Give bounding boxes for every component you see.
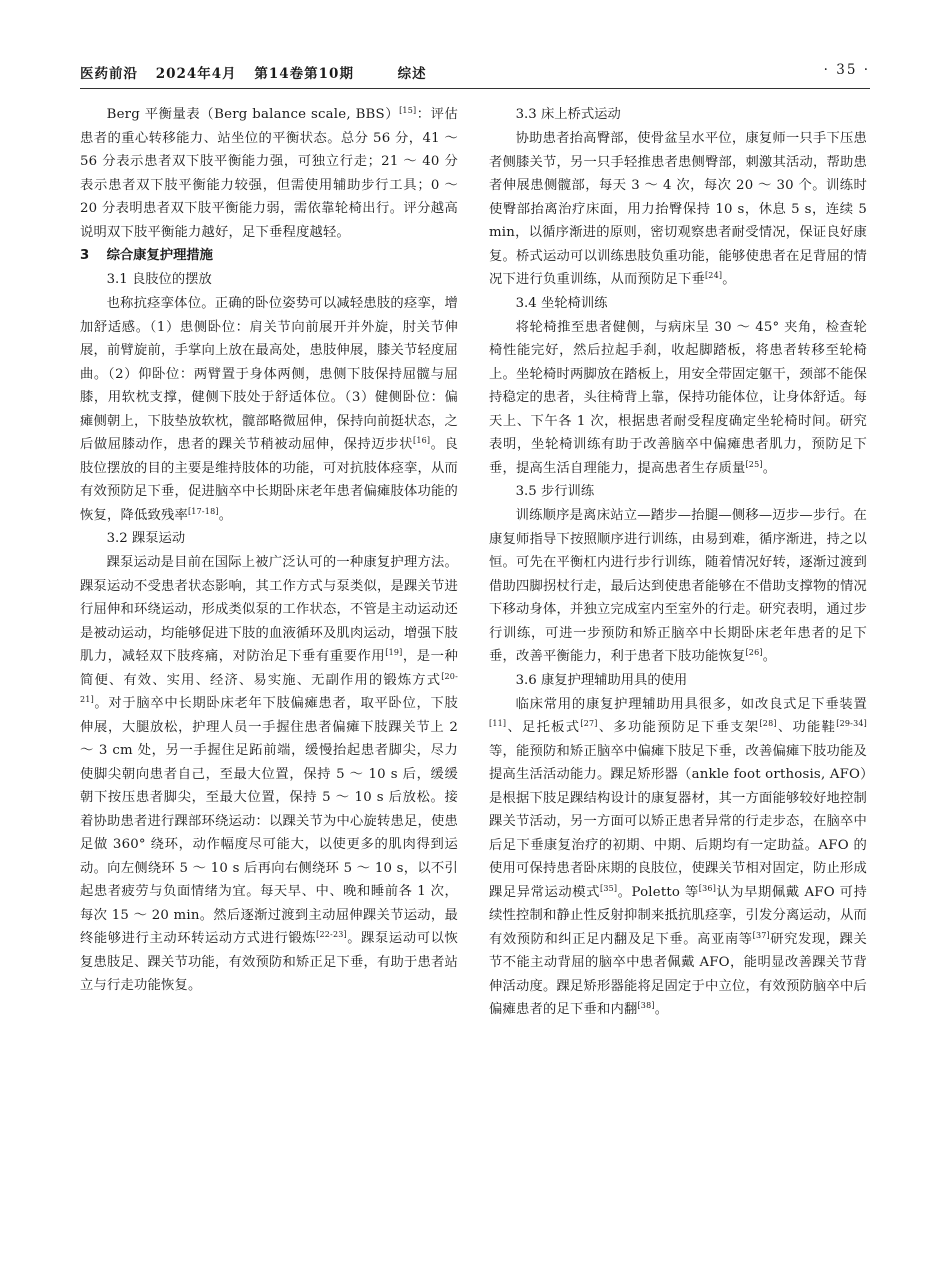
section-title: 综合康复护理措施 bbox=[106, 248, 213, 263]
body-paragraph bbox=[489, 316, 867, 481]
journal-name: 医药前沿 bbox=[80, 66, 138, 82]
citation-ref: [26] bbox=[745, 648, 763, 657]
text-run: 。良肢位摆放的目的主要是维持肢体的功能，可对抗肢体痉挛，从而有效预防足下垂，促进脑卒中长期卧床老年患者偏瘫肢体功能的恢复，降低致残率 bbox=[80, 437, 458, 523]
text-run: 、足托板式 bbox=[506, 720, 581, 735]
body-paragraph bbox=[80, 551, 458, 998]
text-run: 将轮椅推至患者健侧，与病床呈 30 ～ 45° 夹角，检查轮椅性能完好，然后拉起手刹，收起脚踏板，将患者转移至轮椅上。坐轮椅时两脚放在踏板上，用安全带固定躯干，颈部不能保持稳定的患者，头往椅背上靠，保持功能体位，让身体舒适。每天上、下午各 1 次，根据患者耐受程度确定坐轮椅时间。研究表明，坐轮椅训练有助于改善脑卒中偏瘫患者肌力，预防足下垂，提高生活自理能力，提高患者生存质量 bbox=[489, 319, 867, 476]
subsection-heading: 3.6 康复护理辅助用具的使用 bbox=[515, 672, 688, 688]
right-column bbox=[489, 103, 867, 1022]
section-heading bbox=[80, 244, 458, 268]
text-run: ：评估患者的重心转移能力、站坐位的平衡状态。总分 56 分，41 ～ 56 分表示患者双下肢平衡能力强，可独立行走；21 ～ 40 分表示患者双下肢平衡能力较强，但需使用辅助步行工具；0 ～ 20 分表明患者双下肢平衡能力弱，需依靠轮椅出行。评分越高说明双下肢平衡能力越好，足下垂程度越轻。 bbox=[80, 107, 458, 240]
text-run: 也称抗痉挛体位。正确的卧位姿势可以减轻患肢的痉挛，增加舒适感。（1）患侧卧位：肩关节向前展开并外旋，肘关节伸展，前臂旋前，手掌向上放在最高处，患肢伸展，膝关节轻度屈曲。（2）仰卧位：两臂置于身体两侧，患侧下肢保持屈髋与屈膝，用软枕支撑，健侧下肢处于舒适体位。（3）健侧卧位：偏瘫侧朝上，下肢垫放软枕，髋部略微屈伸，保持向前挺状态，之后做屈膝动作，患者的踝关节稍被动屈伸，保持迈步状 bbox=[80, 296, 458, 452]
text-run: 研究发现，踝关节不能主动背屈的脑卒中患者佩戴 AFO，能明显改善踝关节背伸活动度。踝足矫形器能将足固定于中立位，有效预防脑卒中后偏瘫患者的足下垂和内翻 bbox=[489, 931, 867, 1017]
issue-date: 2024年4月 bbox=[155, 66, 237, 82]
body-paragraph bbox=[489, 693, 867, 1022]
text-run: 踝泵运动是目前在国际上被广泛认可的一种康复护理方法。踝泵运动不受患者状态影响，其工作方式与泵类似，是踝关节进行屈伸和环绕运动，形成类似泵的工作状态，不管是主动运动还是被动运动，均能够促进下肢的血液循环及肌肉运动，增强下肢肌力，减轻双下肢疼痛，对防治足下垂有重要作用 bbox=[80, 555, 458, 664]
text-run: 。 bbox=[762, 649, 777, 664]
citation-ref: [35] bbox=[600, 883, 618, 893]
text-run: Berg 平衡量表（Berg balance scale, BBS） bbox=[106, 107, 400, 122]
text-run: 认为早期佩戴 AFO 可持续性控制和静止性反射抑制来抵抗肌痉挛，引发分离运动，从而有效预防和纠正足内翻及足下垂。高亚南等 bbox=[489, 884, 867, 947]
citation-ref: [11] bbox=[489, 719, 507, 728]
citation-ref: [20-21] bbox=[80, 671, 458, 704]
text-run: 。 bbox=[218, 507, 233, 523]
page-number: · 35 · bbox=[823, 62, 870, 78]
citation-ref: [15] bbox=[399, 106, 417, 115]
text-run: 协助患者抬高臀部，使骨盆呈水平位，康复师一只手下压患者侧膝关节，另一只手轻推患者患侧臀部，刺激其活动，帮助患者伸展患侧髋部，每天 3 ～ 4 次，每次 20 ～ 30 个。训练时使臀部抬离治疗床面，用力抬臀保持 10 s，休息 5 s，连续 5 min，以循序渐进的原则，密切观察患者耐受情况，保证良好康复。桥式运动可以训练患肢负重功能，能够使患者在足背屈的情况下进行负重训练，从而预防足下垂 bbox=[489, 131, 867, 287]
citation-ref: [25] bbox=[745, 459, 763, 469]
text-run: 。Poletto 等 bbox=[617, 884, 699, 900]
text-run: 训练顺序是离床站立—踏步—抬腿—侧移—迈步—步行。在康复师指导下按照顺序进行训练，由易到难，循序渐进，持之以恒。可先在平衡杠内进行步行训练，随着情况好转，逐渐过渡到借助四脚拐杖行走，最后达到使患者能够在不借助支撑物的情况下移动身体，并独立完成室内至室外的行走。研究表明，通过步行训练，可进一步预防和矫正脑卒中长期卧床老年患者的足下垂，改善平衡能力，利于患者下肢功能恢复 bbox=[489, 508, 867, 664]
citation-ref: [28] bbox=[759, 719, 777, 728]
subsection-heading: 3.3 床上桥式运动 bbox=[515, 107, 621, 122]
text-run: 。对于脑卒中长期卧床老年下肢偏瘫患者，取平卧位，下肢伸展，大腿放松，护理人员一手握住患者偏瘫下肢踝关节上 2 ～ 3 cm 处，另一手握住足跖前端，缓慢抬起患者脚尖，尽力使脚尖朝向患者自己，至最大位置，保持 5 ～ 10 s 后，缓缓朝下按压患者脚尖，至最大位置，保持 5 ～ 10 s 后放松。接着协助患者进行踝部环绕运动：以踝关节为中心旋转患足，使患足做 360° 绕环，动作幅度尽可能大，以使更多的肌肉得到运动。向左侧绕环 5 ～ 10 s 后再向右侧绕环 5 ～ 10 s，以不引起患者疲劳与负面情绪为宜。每天早、中、晚和睡前各 1 次，每次 15 ～ 20 min。然后逐渐过渡到主动屈伸踝关节运动，最终能够进行主动环转运动方式进行锻炼 bbox=[80, 696, 458, 946]
citation-ref: [38] bbox=[637, 1001, 655, 1010]
running-header bbox=[80, 62, 870, 86]
citation-ref: [36] bbox=[698, 883, 717, 893]
text-run: 、功能鞋 bbox=[776, 720, 837, 735]
section-number: 3 bbox=[80, 248, 90, 263]
volume-issue: 第14卷第10期 bbox=[254, 66, 354, 82]
header-left bbox=[80, 62, 439, 82]
header-rule bbox=[80, 88, 870, 89]
citation-ref: [24] bbox=[704, 271, 723, 280]
text-run: 。 bbox=[762, 460, 777, 476]
text-run: 。 bbox=[654, 1002, 669, 1017]
citation-ref: [19] bbox=[385, 648, 403, 657]
section-name: 综述 bbox=[397, 66, 427, 82]
subsection-heading: 3.2 踝泵运动 bbox=[106, 531, 186, 546]
citation-ref: [27] bbox=[580, 719, 598, 728]
text-run: 临床常用的康复护理辅助用具很多，如改良式足下垂装置 bbox=[515, 696, 867, 712]
text-run: 。 bbox=[722, 272, 736, 287]
citation-ref: [16] bbox=[413, 436, 431, 445]
text-run: 、多功能预防足下垂支架 bbox=[597, 720, 760, 735]
citation-ref: [17-18] bbox=[187, 506, 219, 516]
citation-ref: [37] bbox=[752, 930, 770, 940]
citation-ref: [29-34] bbox=[836, 719, 867, 728]
body-paragraph bbox=[489, 504, 867, 669]
citation-ref: [22-23] bbox=[316, 930, 347, 939]
subsection-heading: 3.1 良肢位的摆放 bbox=[106, 272, 212, 287]
body-paragraph bbox=[80, 103, 458, 244]
left-column bbox=[80, 103, 458, 998]
subsection-heading: 3.5 步行训练 bbox=[515, 484, 595, 499]
text-run: 。踝泵运动可以恢复患肢足、踝关节功能，有效预防和矫正足下垂，有助于患者站立与行走功能恢复。 bbox=[80, 931, 458, 993]
text-run: 等，能预防和矫正脑卒中偏瘫下肢足下垂，改善偏瘫下肢功能及提高生活活动能力。踝足矫形器（ankle foot orthosis, AFO）是根据下肢足踝结构设计的康复器材，其一方面能够较好地控制踝关节活动，另一方面可以矫正患者异常的行走步态，在脑卒中后足下垂康复治疗的初期、中期、后期均有一定助益。AFO 的使用可保持患者卧床期的良肢位，使踝关节相对固定，防止形成踝足异常运动模式 bbox=[489, 743, 867, 900]
text-run: ，是一种简便、有效、实用、经济、易实施、无副作用的锻炼方式 bbox=[80, 649, 458, 688]
body-paragraph bbox=[489, 127, 867, 292]
body-paragraph bbox=[80, 292, 458, 527]
subsection-heading: 3.4 坐轮椅训练 bbox=[515, 295, 608, 311]
